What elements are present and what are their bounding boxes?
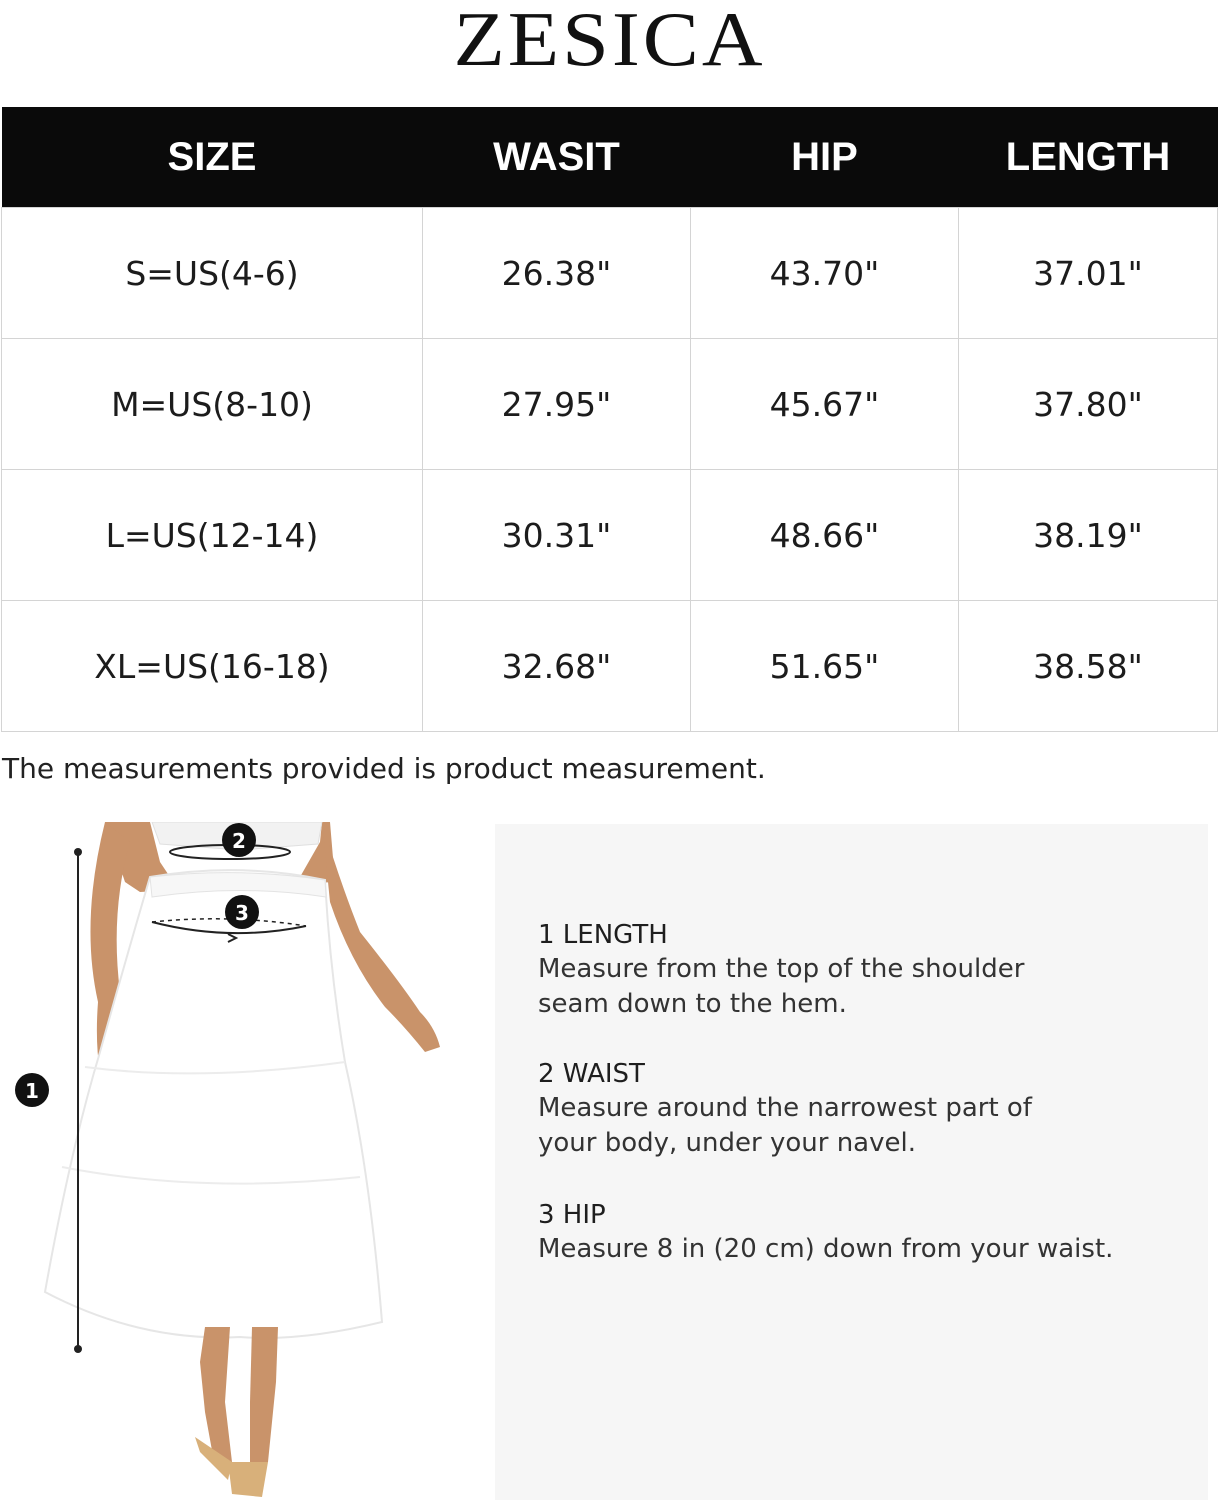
cell-waist: 27.95" [423, 339, 691, 470]
marker-2-icon [222, 823, 256, 857]
guide-waist-desc: Measure around the narrowest part of your body, under your navel. [538, 1093, 1032, 1158]
cell-size: S=US(4-6) [2, 208, 423, 339]
marker-3-icon [225, 895, 259, 929]
guide-length-title: 1 LENGTH [538, 920, 668, 950]
brand-logo: ZESICA [453, 0, 766, 83]
svg-text:1: 1 [25, 1079, 39, 1103]
guide-waist-title: 2 WAIST [538, 1059, 645, 1089]
measurement-note: The measurements provided is product measurement. [2, 752, 766, 785]
cell-hip: 51.65" [691, 601, 959, 732]
header-waist: WASIT [423, 107, 691, 208]
guide-hip-title: 3 HIP [538, 1200, 606, 1230]
cell-length: 38.19" [959, 470, 1218, 601]
measurement-guide-panel [495, 824, 1208, 1500]
table-row [2, 601, 1218, 732]
svg-text:3: 3 [235, 901, 249, 925]
guide-hip-desc: Measure 8 in (20 cm) down from your waist. [538, 1234, 1114, 1264]
table-row [2, 339, 1218, 470]
cell-hip: 45.67" [691, 339, 959, 470]
guide-length [538, 918, 1024, 1022]
table-row [2, 470, 1218, 601]
cell-size: XL=US(16-18) [2, 601, 423, 732]
right-sandal [228, 1462, 268, 1497]
skirt-model-figure [0, 822, 470, 1500]
header-size: SIZE [2, 107, 423, 208]
cell-length: 37.01" [959, 208, 1218, 339]
cell-size: L=US(12-14) [2, 470, 423, 601]
cell-waist: 32.68" [423, 601, 691, 732]
right-arm [322, 822, 440, 1052]
guide-waist [538, 1057, 1032, 1161]
cell-size: M=US(8-10) [2, 339, 423, 470]
right-leg [250, 1327, 278, 1464]
cell-length: 37.80" [959, 339, 1218, 470]
cell-waist: 30.31" [423, 470, 691, 601]
header-hip: HIP [691, 107, 959, 208]
header-length: LENGTH [959, 107, 1218, 208]
marker-1-icon [15, 1073, 49, 1107]
cell-length: 38.58" [959, 601, 1218, 732]
cell-waist: 26.38" [423, 208, 691, 339]
cell-hip: 43.70" [691, 208, 959, 339]
table-row [2, 208, 1218, 339]
cell-hip: 48.66" [691, 470, 959, 601]
guide-hip [538, 1198, 1113, 1267]
table-header-row [2, 107, 1218, 208]
guide-length-desc: Measure from the top of the shoulder seam down to the hem. [538, 954, 1025, 1019]
svg-text:2: 2 [232, 829, 246, 853]
size-chart-table [1, 107, 1218, 732]
